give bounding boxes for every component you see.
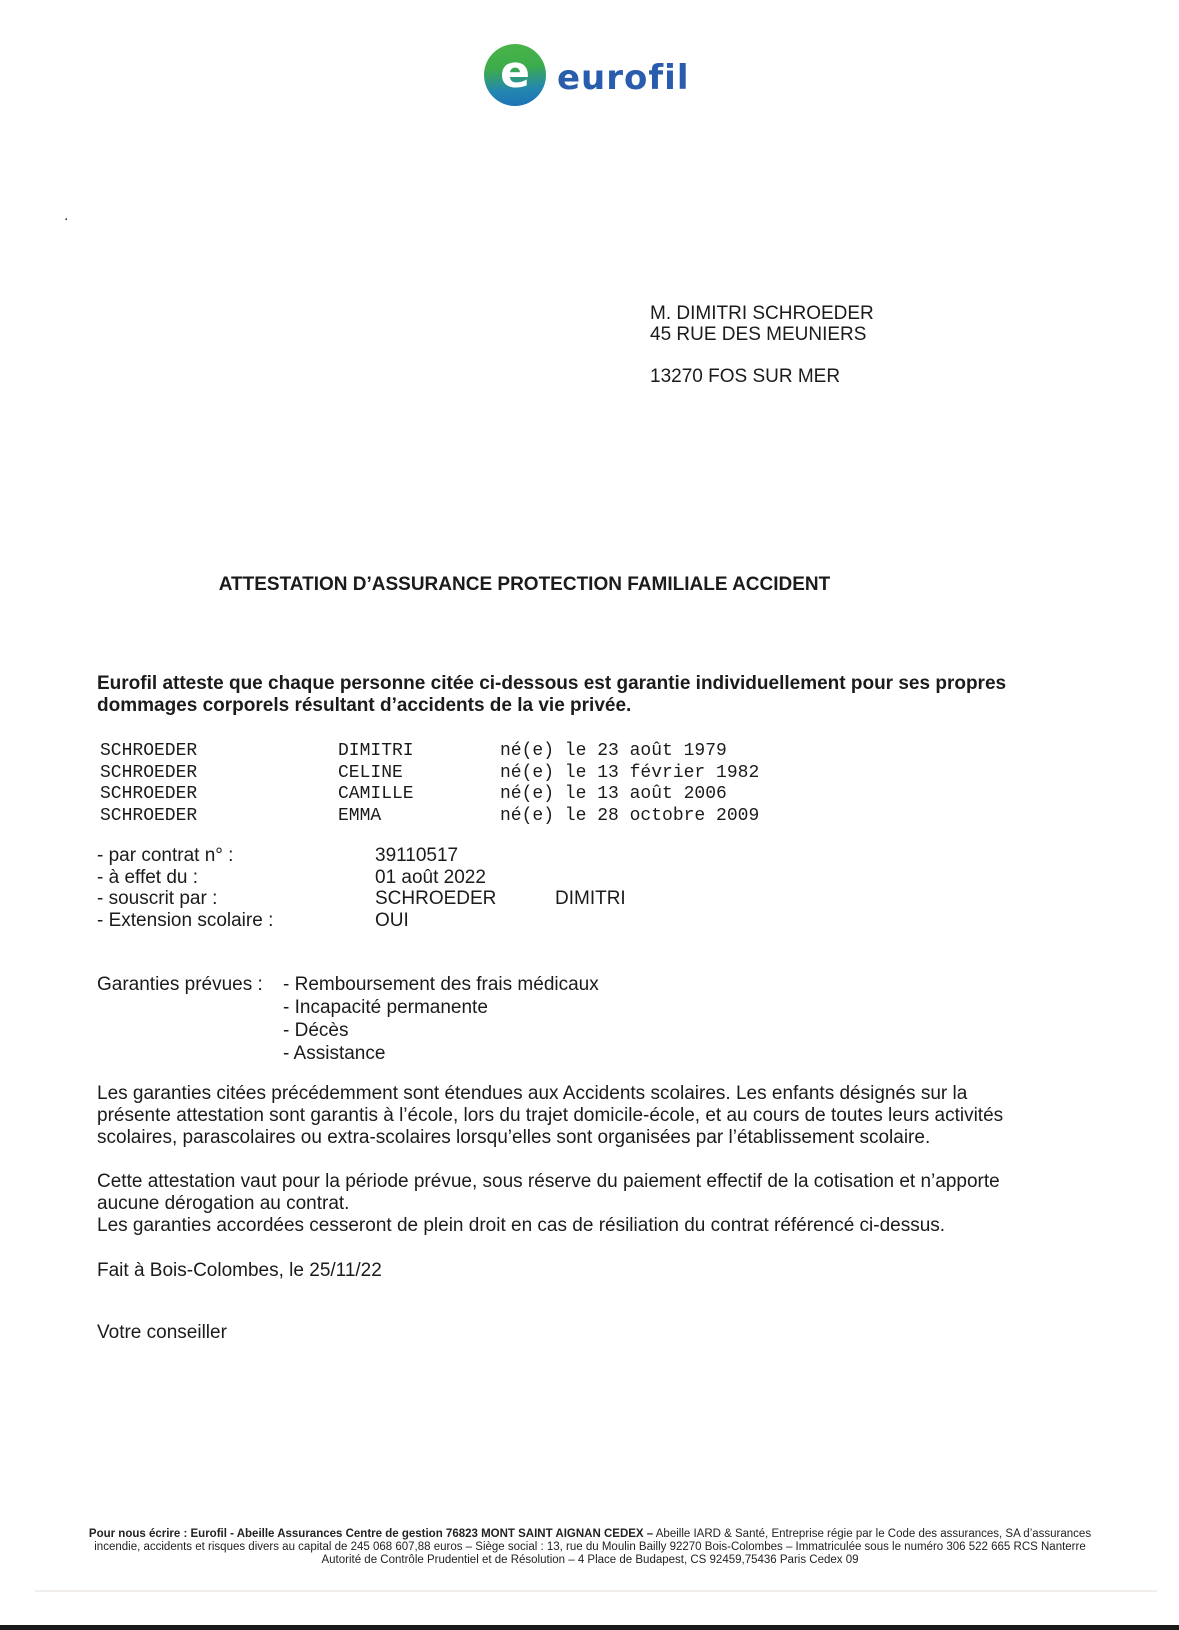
contract-label: - par contrat n° : <box>97 845 234 866</box>
contract-label: - à effet du : <box>97 866 199 888</box>
paragraph-line: Cette attestation vaut pour la période prévue, sous réserve du paiement effectif de la cotisation et n’apporte <box>97 1171 1000 1192</box>
guarantee-item: - Incapacité permanente <box>283 997 488 1018</box>
insured-first-name: EMMA <box>338 805 382 826</box>
contract-value: 01 août 2022 <box>375 866 486 888</box>
insured-first-name: CELINE <box>338 762 403 783</box>
intro-paragraph <box>97 673 1006 717</box>
guarantees-section <box>97 973 599 1065</box>
recipient-name: M. DIMITRI SCHROEDER <box>650 303 874 324</box>
paragraph-line: Les garanties citées précédemment sont étendues aux Accidents scolaires. Les enfants désignés sur la <box>97 1083 968 1104</box>
contract-row <box>97 845 626 867</box>
contract-label: - souscrit par : <box>97 888 218 909</box>
validity-paragraph <box>97 1171 1000 1237</box>
guarantee-item: - Décès <box>283 1020 349 1041</box>
insured-last-name: SCHROEDER <box>100 762 198 783</box>
contract-label: - Extension scolaire : <box>97 909 274 931</box>
document-title: ATTESTATION D’ASSURANCE PROTECTION FAMILIALE ACCIDENT <box>218 574 831 595</box>
paragraph-line: présente attestation sont garantis à l’école, lors du trajet domicile-école, et au cours de toutes leurs activités <box>97 1105 1004 1126</box>
guarantee-item: - Assistance <box>283 1043 386 1064</box>
paragraph-line: aucune dérogation au contrat. <box>97 1193 350 1214</box>
footer-line-3: Autorité de Contrôle Prudentiel et de Résolution – 4 Place de Budapest, CS 92459,75436 Paris Cedex 09 <box>321 1554 859 1566</box>
insured-row <box>100 784 759 806</box>
insured-birth-date: né(e) le 13 août 2006 <box>500 784 727 804</box>
footer-line-1 <box>55 1528 1125 1541</box>
insured-last-name: SCHROEDER <box>100 784 198 804</box>
insured-first-name: DIMITRI <box>338 741 414 761</box>
signoff-line: Votre conseiller <box>97 1322 227 1343</box>
insured-row <box>100 763 759 785</box>
intro-line: dommages corporels résultant d’accidents de la vie privée. <box>97 695 632 716</box>
eurofil-wordmark: eurofil <box>557 58 690 98</box>
recipient-city: 13270 FOS SUR MER <box>650 366 841 387</box>
scholar-extension-paragraph <box>97 1083 1003 1149</box>
footer-line-1-bold: Pour nous écrire : Eurofil - Abeille Assurances Centre de gestion 76823 MONT SAINT AIGNAN CEDEX – <box>88 1528 654 1540</box>
contract-value: 39110517 <box>375 845 459 866</box>
insured-birth-date: né(e) le 28 octobre 2009 <box>500 805 760 826</box>
insured-last-name: SCHROEDER <box>100 805 198 826</box>
insured-row <box>100 741 759 763</box>
insured-persons-table <box>100 741 759 827</box>
contract-row <box>97 867 626 889</box>
guarantee-item: - Remboursement des frais médicaux <box>283 974 599 995</box>
paragraph-line: scolaires, parascolaires ou extra-scolaires lorsqu’elles sont organisées par l’établissement scolaire. <box>97 1127 931 1148</box>
contract-value-2 <box>555 910 626 932</box>
screenshot-bottom-border <box>0 1625 1179 1630</box>
eurofil-logo <box>484 44 690 106</box>
legal-footer <box>55 1528 1125 1567</box>
contract-value: SCHROEDER <box>375 888 497 909</box>
contract-value-2 <box>555 867 626 889</box>
insured-birth-date: né(e) le 23 août 1979 <box>500 741 727 761</box>
footer-line-1-regular: Abeille IARD & Santé, Entreprise régie par le Code des assurances, SA d’assurances <box>653 1528 1092 1540</box>
insured-first-name: CAMILLE <box>338 784 414 804</box>
contract-row <box>97 888 626 910</box>
contract-row <box>97 910 626 932</box>
intro-line: Eurofil atteste que chaque personne citée ci-dessous est garantie individuellement pour ses propres <box>97 673 1007 694</box>
guarantees-list <box>283 973 599 1065</box>
contract-value-2 <box>555 845 626 867</box>
place-date-line: Fait à Bois-Colombes, le 25/11/22 <box>97 1260 382 1281</box>
recipient-street: 45 RUE DES MEUNIERS <box>650 324 867 345</box>
scan-artifact-dot: . <box>64 207 69 224</box>
contract-value-2: DIMITRI <box>555 888 626 909</box>
contract-details <box>97 845 626 931</box>
insured-birth-date: né(e) le 13 février 1982 <box>500 762 760 783</box>
page-bottom-edge-line <box>35 1590 1157 1592</box>
insured-row <box>100 806 759 828</box>
eurofil-e-icon <box>484 44 546 106</box>
insured-last-name: SCHROEDER <box>100 741 198 761</box>
recipient-address-block <box>650 303 874 387</box>
eurofil-e-letter: e <box>500 47 530 98</box>
contract-value: OUI <box>375 909 409 931</box>
paragraph-line: Les garanties accordées cesseront de plein droit en cas de résiliation du contrat référencé ci-dessus. <box>97 1215 946 1236</box>
footer-line-2: incendie, accidents et risques divers au capital de 245 068 607,88 euros – Siège social : 13, rue du Moulin Bailly 92270 Bois-Colombes – Immatriculée sous le numéro 306 522 665 RCS Nanterre <box>94 1541 1086 1553</box>
guarantees-label: Garanties prévues : <box>97 974 263 995</box>
